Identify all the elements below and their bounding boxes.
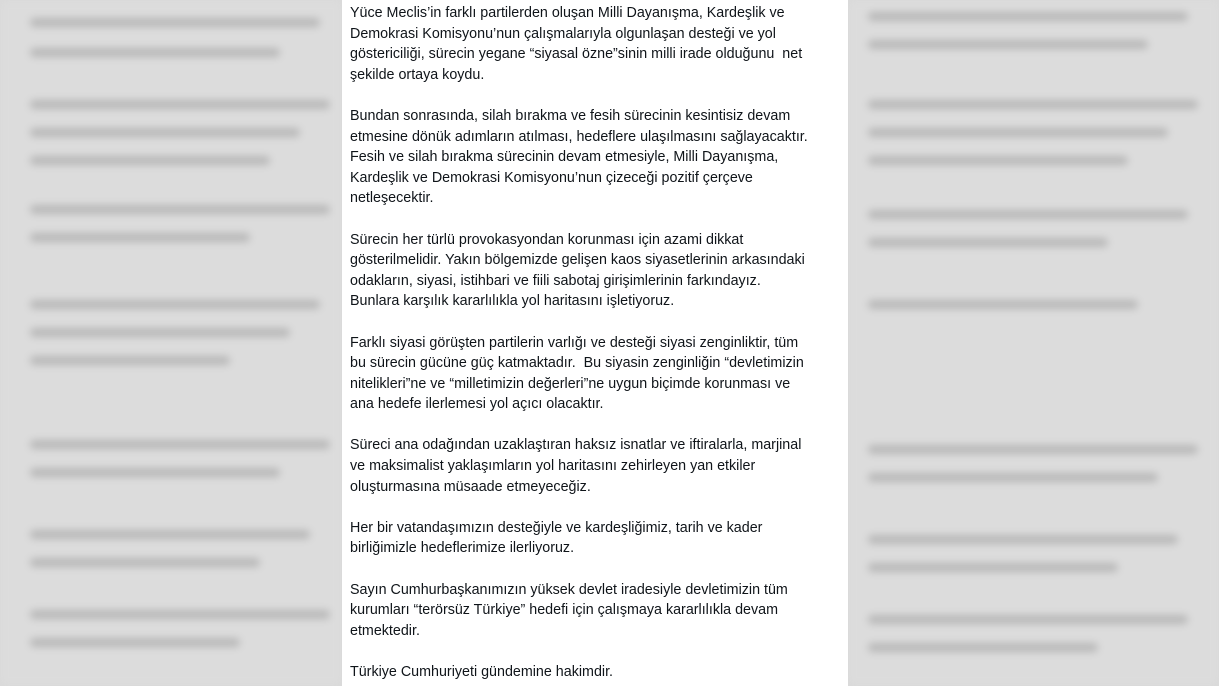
post-body [350, 3, 842, 686]
blurred-left-side [0, 0, 342, 686]
post-paragraph: Türkiye Cumhuriyeti gündemine hakimdir. [350, 664, 614, 680]
post-paragraph: Bundan sonrasında, silah bırakma ve fesih sürecinin kesintisiz devam etmesine dönük adımların atılması, hedeflere ulaşılmasını sağlayacaktır. Fesih ve silah bırakma sürecinin devam etmesiyle, Milli Dayanışma, Kardeşlik ve Demokrasi Komisyonu’nun çizeceği pozitif çerçeve netleşecektir. [350, 107, 808, 207]
blurred-right-side [848, 0, 1219, 686]
post-paragraph: Sürecin her türlü provokasyondan korunması için azami dikkat gösterilmelidir. Yakın bölgemizde gelişen kaos siyasetlerinin arkasındaki odakların, siyasi, istihbari ve fiili sabotaj girişimlerinin farkındayız. Bunlara karşılık kararlılıkla yol haritasını işletiyoruz. [350, 231, 805, 310]
post-paragraph: Farklı siyasi görüşten partilerin varlığı ve desteği siyasi zenginliktir, tüm bu sürecin gücüne güç katmaktadır. Bu siyasin zenginliğin “devletimizin nitelikleri”ne ve “milletimizin değerleri”ne uygun biçimde korunması ve ana hedefe ilerlemesi yol açıcı olacaktır. [350, 334, 804, 413]
post-paragraph: Yüce Meclis’in farklı partilerden oluşan Milli Dayanışma, Kardeşlik ve Demokrasi Komisyonu’nun çalışmalarıyla olgunlaşan desteği ve yol göstericiliği, sürecin yegane “siyasal özne”sinin milli irade olduğunu net şekilde ortaya koydu. [350, 5, 803, 83]
post-paragraph: Her bir vatandaşımızın desteğiyle ve kardeşliğimiz, tarih ve kader birliğimizle hedeflerimize ilerliyoruz. [350, 519, 763, 557]
post-paragraph: Süreci ana odağından uzaklaştıran haksız isnatlar ve iftiralarla, marjinal ve maksimalist yaklaşımların yol haritasını zehirleyen yan etkiler oluşturmasına müsaade etmeyeceğiz. [350, 437, 802, 495]
post-panel [342, 0, 848, 686]
post-paragraph: Sayın Cumhurbaşkanımızın yüksek devlet iradesiyle devletimizin tüm kurumları “terörsüz Türkiye” hedefi için çalışmaya kararlılıkla devam etmektedir. [350, 581, 788, 639]
